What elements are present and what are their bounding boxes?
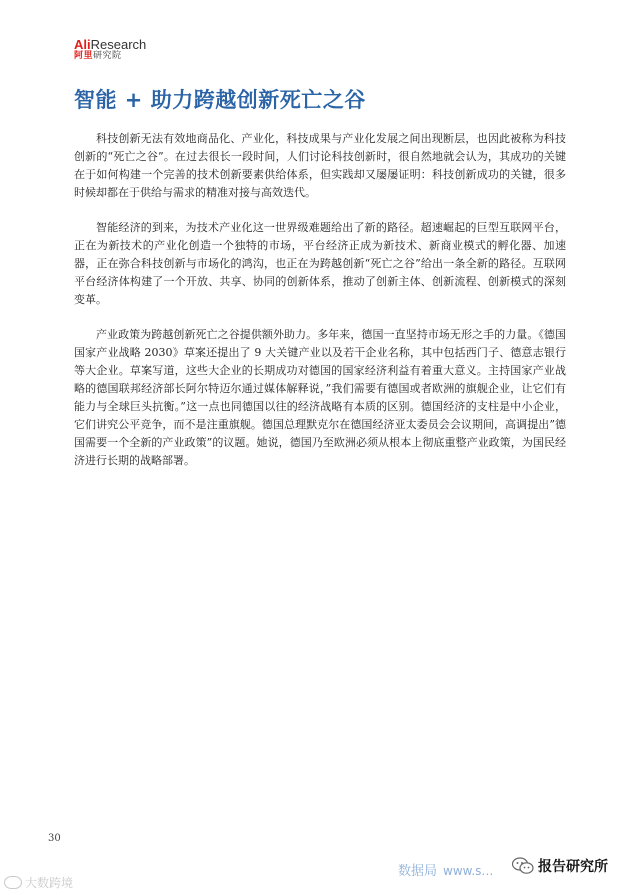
logo-ali-text: Ali bbox=[74, 37, 91, 52]
watermark-mid-label: 数据局 bbox=[398, 864, 438, 879]
paragraph-1: 科技创新无法有效地商品化、产业化，科技成果与产业化发展之间出现断层，也因此被称为科技创新的“死亡之谷”。在过去很长一段时间，人们讨论科技创新时，很自然地就会认为，其成功的关键在于如何构建一个完善的技术创新要素供给体系，但实践却又屡屡证明：科技创新成功的关键，很多时候却都在于供给与需求的精准对接与高效迭代。 bbox=[74, 132, 566, 199]
logo-sub-text: 研究院 bbox=[93, 51, 122, 61]
logo-wordmark bbox=[74, 38, 146, 51]
paragraph-2: 智能经济的到来，为技术产业化这一世界级难题给出了新的路径。超速崛起的巨型互联网平台，正在为新技术的产业化创造一个独特的市场，平台经济正成为新技术、新商业模式的孵化器、加速器，正在弥合科技创新与市场化的鸿沟，也正在为跨越创新“死亡之谷”给出一条全新的路径。互联网平台经济体构建了一个开放、共享、协同的创新体系，推动了创新主体、创新流程、创新模式的深刻变革。 bbox=[74, 221, 566, 306]
watermark-mid bbox=[398, 860, 493, 879]
eye-icon bbox=[4, 876, 22, 889]
logo-research-text: Research bbox=[90, 37, 147, 52]
page-number: 30 bbox=[48, 833, 61, 844]
watermark-mid-url: www.s… bbox=[443, 864, 494, 878]
watermark-left-text: 大数跨境 bbox=[25, 876, 74, 890]
watermark-left bbox=[4, 874, 73, 891]
watermark-right-label: 报告研究所 bbox=[538, 859, 608, 875]
paragraph-3: 产业政策为跨越创新死亡之谷提供额外助力。多年来，德国一直坚持市场无形之手的力量。《德国国家产业战略 2030》草案还提出了 9 大关键产业以及若干企业名称，其中包括西门子、德意志银行等大企业。草案写道，这些大企业的长期成功对德国的国家经济利益有着重大意义。主持国家产业战略的德国联邦经济部长阿尔特迈尔通过媒体解释说，”我们需要有德国或者欧洲的旗舰企业，让它们有能力与全球巨头抗衡。”这一点也同德国以往的经济战略有本质的区别。德国经济的支柱是中小企业，它们讲究公平竞争，而不是注重旗舰。德国总理默克尔在德国经济亚太委员会会议期间，高调提出”德国需要一个全新的产业政策”的议题。她说，德国乃至欧洲必须从根本上彻底重整产业政策，为国民经济进行长期的战略部署。 bbox=[74, 328, 566, 467]
aliresearch-logo bbox=[74, 38, 146, 61]
page-title: 智能 + 助力跨越创新死亡之谷 bbox=[74, 88, 366, 112]
watermark-right bbox=[512, 856, 608, 876]
document-body bbox=[74, 130, 566, 487]
logo-sub-red: 阿里 bbox=[74, 51, 94, 61]
wechat-icon bbox=[512, 857, 534, 875]
logo-subtitle bbox=[74, 52, 146, 61]
